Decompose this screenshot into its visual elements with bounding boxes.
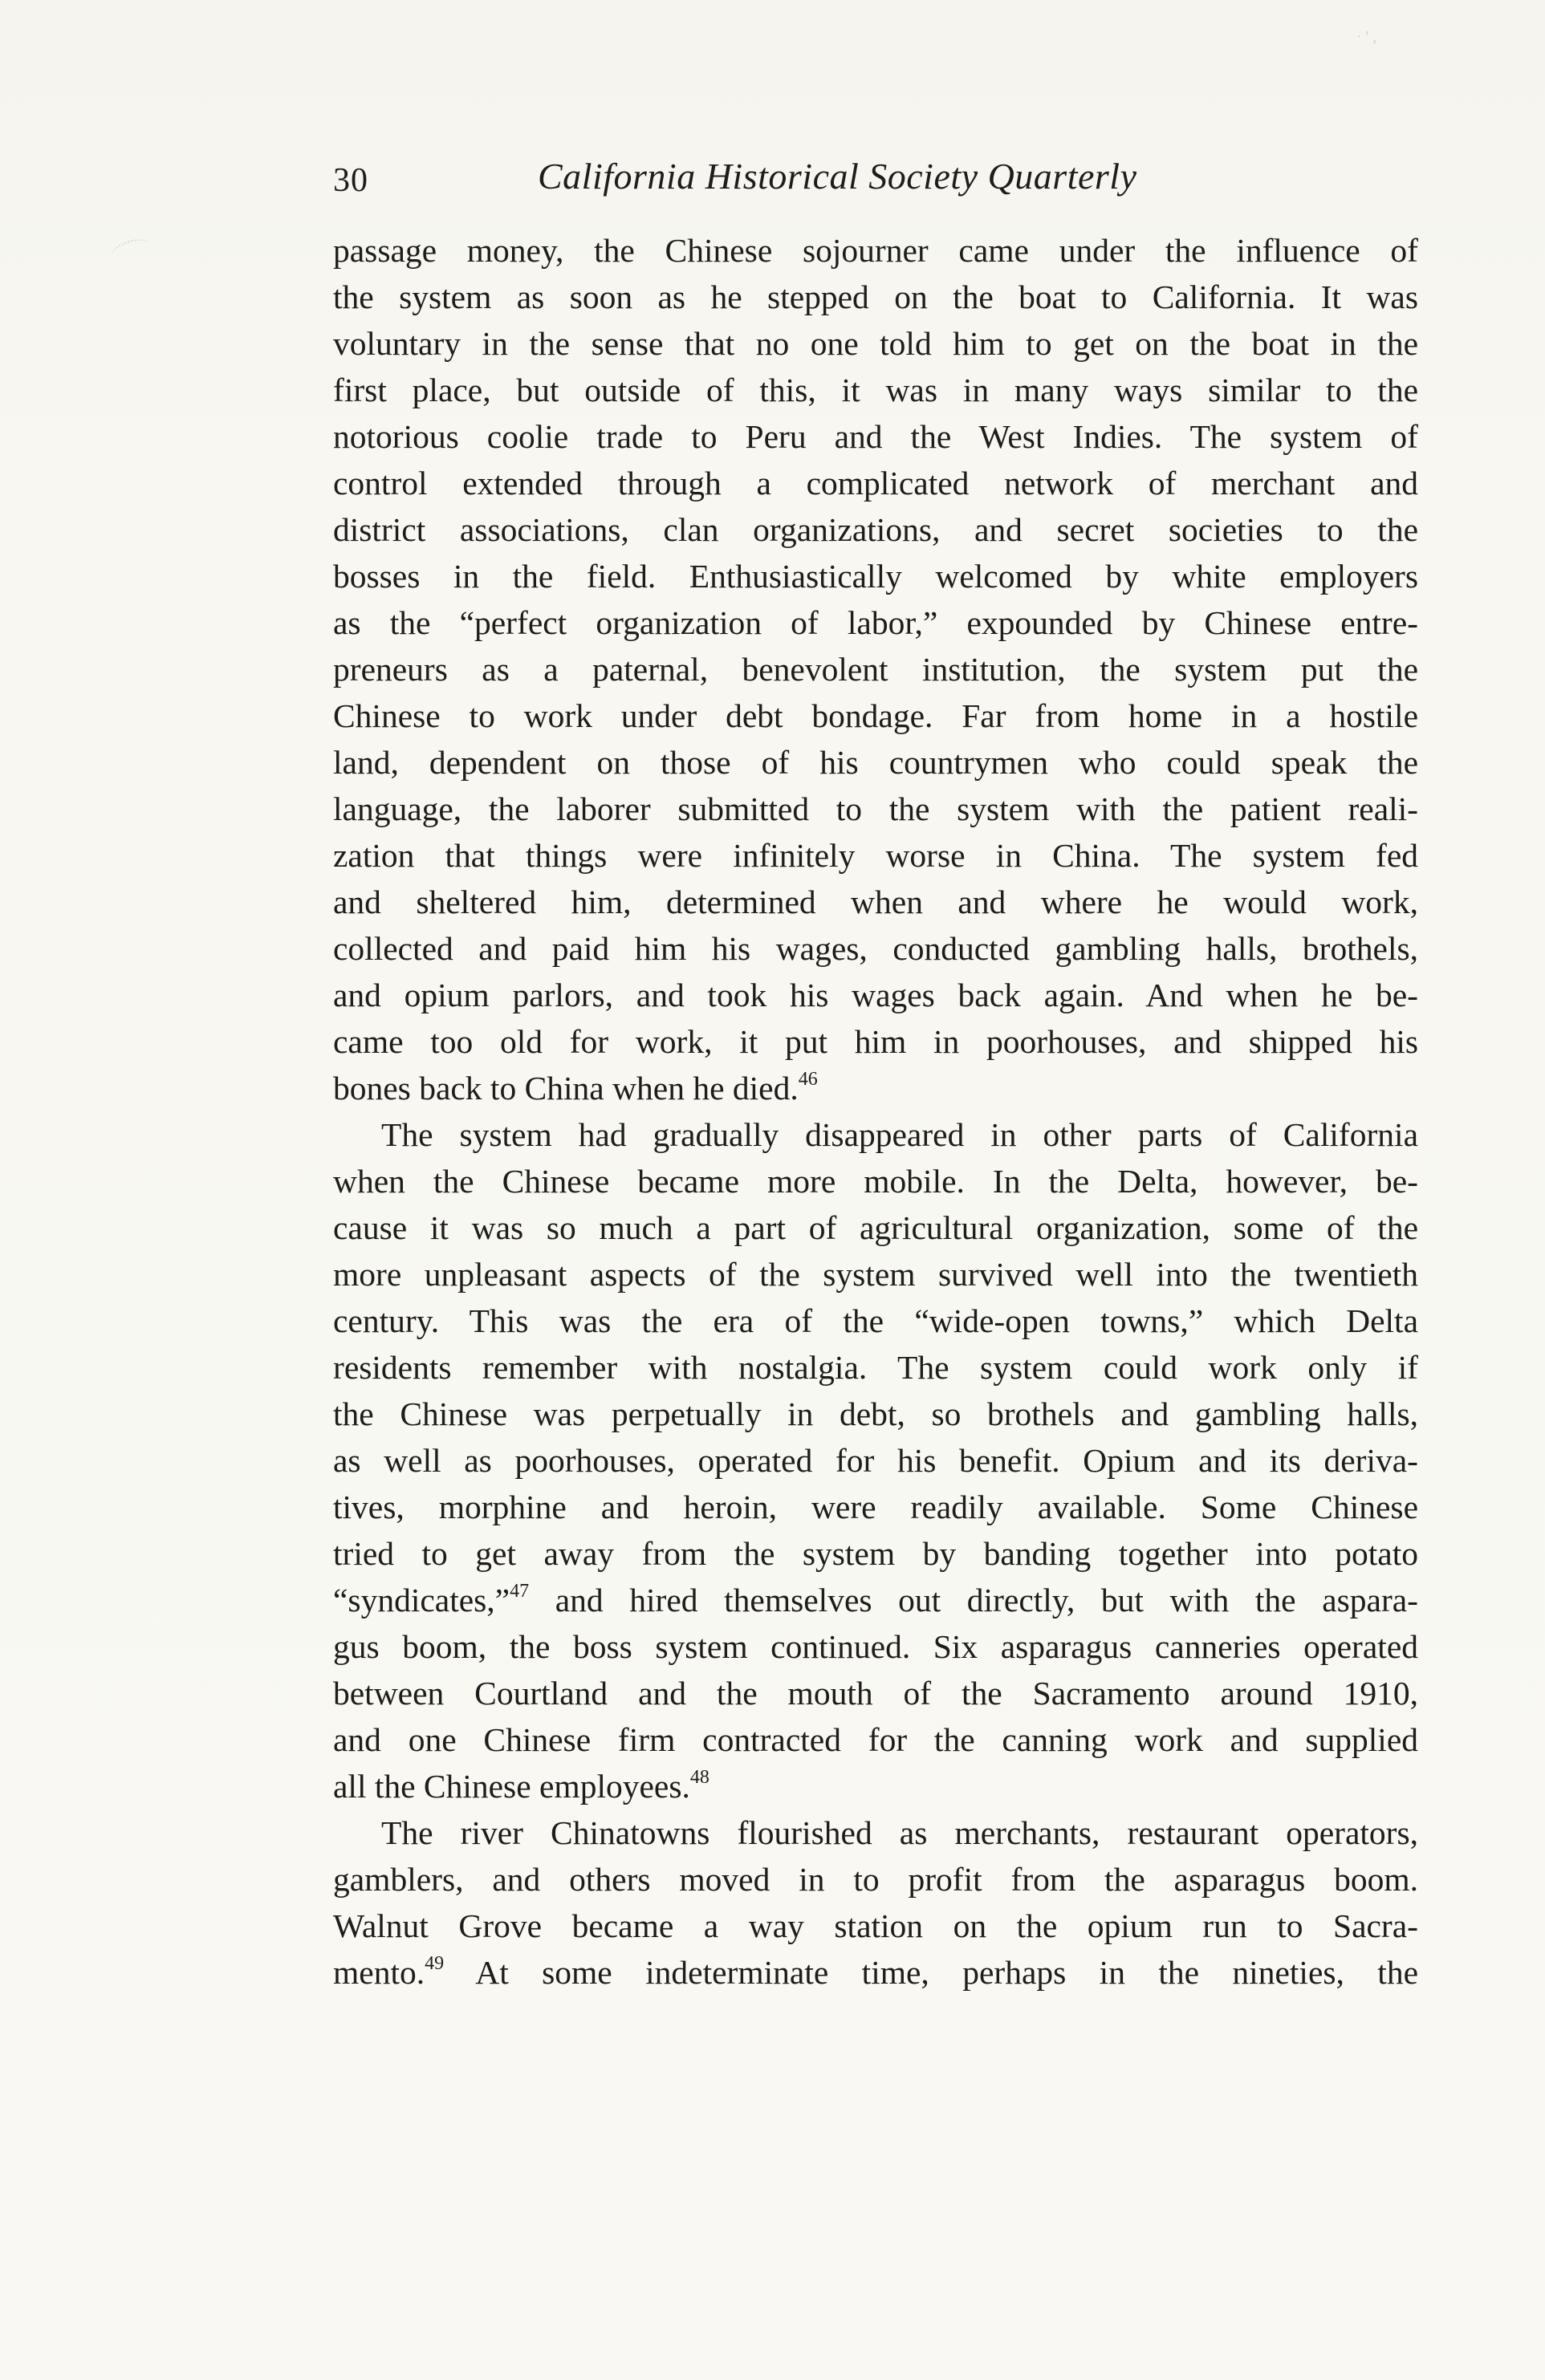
line-text: gamblers, and others moved in to profit from the asparagus boom. (333, 1861, 1418, 1898)
text-line (333, 460, 1418, 506)
text-line (333, 1298, 1418, 1344)
text-line (333, 1391, 1418, 1437)
text-line (333, 1437, 1418, 1484)
line-text: The system had gradually disappeared in other parts of California (381, 1116, 1418, 1153)
line-text: first place, but outside of this, it was in many ways similar to the (333, 372, 1418, 408)
text-line (333, 367, 1418, 413)
text-line (333, 599, 1418, 646)
line-text: bosses in the field. Enthusiastically welcomed by white employers (333, 558, 1418, 595)
footnote-reference: 48 (689, 1767, 709, 1788)
text-line (333, 1018, 1418, 1065)
text-line (333, 227, 1418, 274)
text-line (333, 739, 1418, 786)
text-line (333, 1670, 1418, 1716)
line-text: tives, morphine and heroin, were readily available. Some Chinese (333, 1489, 1418, 1525)
line-text: The river Chinatowns flourished as merchants, restaurant operators, (381, 1814, 1418, 1851)
text-line (333, 972, 1418, 1018)
text-line (333, 1716, 1418, 1763)
line-text: Walnut Grove became a way station on the opium run to Sacra- (333, 1907, 1418, 1944)
line-text: and sheltered him, determined when and where he would work, (333, 883, 1418, 920)
text-line (333, 1530, 1418, 1577)
text-line (333, 1204, 1418, 1251)
text-line (333, 1903, 1418, 1949)
text-line (333, 1484, 1418, 1530)
journal-title: California Historical Society Quarterly (538, 156, 1137, 197)
text-line (333, 1111, 1418, 1158)
text-line (333, 1577, 1418, 1623)
paragraph (333, 227, 1418, 1111)
line-text: as the “perfect organization of labor,” expounded by Chinese entre- (333, 604, 1418, 641)
text-line (333, 1856, 1418, 1903)
footnote-reference: 47 (510, 1581, 530, 1602)
text-line (333, 925, 1418, 972)
text-line (333, 1809, 1418, 1856)
line-text: preneurs as a paternal, benevolent institution, the system put the (333, 651, 1418, 688)
line-text: tried to get away from the system by banding together into potato (333, 1535, 1418, 1572)
text-line (333, 320, 1418, 367)
paper-corner-marks: · ' , (1356, 28, 1377, 46)
paper-scuff-mark (109, 235, 153, 266)
line-text-continued: At some indeterminate time, perhaps in the nineties, the (444, 1954, 1418, 1991)
line-text: more unpleasant aspects of the system survived well into the twentieth (333, 1256, 1418, 1293)
line-text: collected and paid him his wages, conducted gambling halls, brothels, (333, 930, 1418, 967)
text-line (333, 413, 1418, 460)
text-line (333, 1763, 1418, 1809)
text-line (333, 832, 1418, 879)
line-text: mento. (333, 1954, 425, 1991)
line-text: passage money, the Chinese sojourner came under the influence of (333, 232, 1418, 269)
text-line (333, 1949, 1418, 1996)
line-text: and opium parlors, and took his wages back again. And when he be- (333, 977, 1418, 1013)
line-text: voluntary in the sense that no one told him to get on the boat in the (333, 325, 1418, 362)
line-text: zation that things were infinitely worse in China. The system fed (333, 837, 1418, 874)
line-text: notorious coolie trade to Peru and the West Indies. The system of (333, 418, 1418, 455)
text-line (333, 1158, 1418, 1204)
line-text: between Courtland and the mouth of the Sacramento around 1910, (333, 1675, 1418, 1712)
footnote-reference: 49 (425, 1953, 445, 1974)
line-text: Chinese to work under debt bondage. Far from home in a hostile (333, 697, 1418, 734)
text-line (333, 1344, 1418, 1391)
line-text: the Chinese was perpetually in debt, so brothels and gambling halls, (333, 1395, 1418, 1432)
line-text: district associations, clan organizations, and secret societies to the (333, 511, 1418, 548)
text-line (333, 786, 1418, 832)
line-text: bones back to China when he died. (333, 1070, 799, 1107)
line-text-continued: and hired themselves out directly, but with the aspara- (529, 1582, 1418, 1618)
body-text (333, 227, 1418, 1996)
line-text: language, the laborer submitted to the system with the patient reali- (333, 790, 1418, 827)
line-text: cause it was so much a part of agricultural organization, some of the (333, 1209, 1418, 1246)
line-text: all the Chinese employees. (333, 1768, 690, 1805)
line-text: the system as soon as he stepped on the boat to California. It was (333, 278, 1418, 315)
running-head (333, 155, 1425, 211)
text-line (333, 1623, 1418, 1670)
text-line (333, 1065, 1418, 1111)
line-text: as well as poorhouses, operated for his benefit. Opium and its deriva- (333, 1442, 1418, 1479)
line-text: and one Chinese firm contracted for the canning work and supplied (333, 1721, 1418, 1758)
line-text: land, dependent on those of his countrymen who could speak the (333, 744, 1418, 781)
page-number: 30 (333, 162, 368, 199)
text-line (333, 692, 1418, 739)
line-text: control extended through a complicated network of merchant and (333, 465, 1418, 502)
line-text: gus boom, the boss system continued. Six asparagus canneries operated (333, 1628, 1418, 1665)
paragraph (333, 1809, 1418, 1996)
text-line (333, 1251, 1418, 1298)
paragraph (333, 1111, 1418, 1809)
footnote-reference: 46 (798, 1069, 818, 1090)
line-text: century. This was the era of the “wide-open towns,” which Delta (333, 1302, 1418, 1339)
line-text: “syndicates,” (333, 1582, 510, 1618)
line-text: residents remember with nostalgia. The system could work only if (333, 1349, 1418, 1386)
text-line (333, 274, 1418, 320)
text-line (333, 506, 1418, 553)
text-line (333, 553, 1418, 599)
text-line (333, 879, 1418, 925)
text-line (333, 646, 1418, 692)
line-text: came too old for work, it put him in poorhouses, and shipped his (333, 1023, 1418, 1060)
line-text: when the Chinese became more mobile. In the Delta, however, be- (333, 1163, 1418, 1200)
